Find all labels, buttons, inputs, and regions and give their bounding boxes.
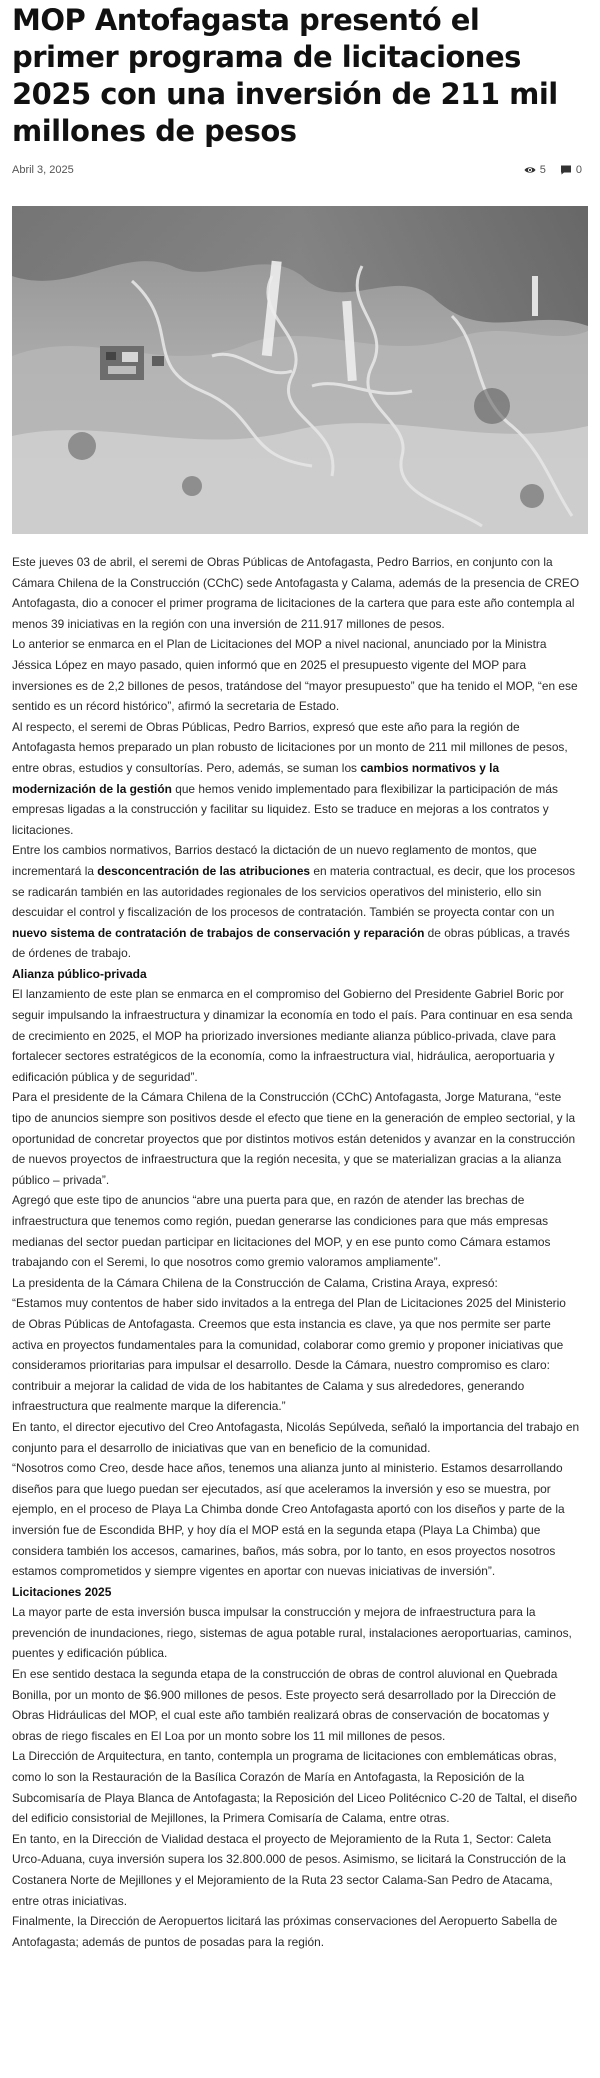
views-value: 5: [539, 164, 546, 176]
text-run: Entre los cambios normativos, Barrios destacó la dictación de un nuevo reglamento de montos, que incrementará la: [12, 843, 537, 878]
article-paragraph: [12, 717, 582, 841]
article-page: [0, 2, 600, 1952]
article-paragraph: Para el presidente de la Cámara Chilena de la Construcción (CChC) Antofagasta, Jorge Maturana, “este tipo de anuncios siempre son positivos desde el efecto que tiene en la generación de empleo sectorial, y la oportunidad de concretar proyectos que por distintos motivos están detenidos y avanzar en la construcción de nuevos proyectos de infraestructura que la región necesita, y que se materializan gracias a la alianza público – privada”.: [12, 1090, 576, 1187]
article-paragraph: “Estamos muy contentos de haber sido invitados a la entrega del Plan de Licitaciones 2025 del Ministerio de Obras Públicas de Antofagasta. Creemos que esta instancia es clave, ya que nos permite ser parte activa en proyectos fundamentales para la comunidad, colaborar como gremio y proponer iniciativas que consideramos prioritarias para impulsar el desarrollo. Desde la Cámara, nuestro compromiso es claro: contribuir a mejorar la calidad de vida de los habitantes de Calama y sus alrededores, generando infraestructura que realmente marque la diferencia.”: [12, 1296, 566, 1414]
bold-phrase: cambios normativos y la modernización de la gestión: [12, 760, 500, 796]
publish-date: Abril 3, 2025: [12, 164, 74, 176]
bold-phrase: nuevo sistema de contratación de trabajos de conservación y reparación: [12, 925, 425, 940]
text-run: que hemos venido implementado para flexibilizar la participación de más empresas ligadas a la construcción y facilitar su liquidez. Esto se traduce en mejoras a los contratos y licitaciones.: [12, 781, 558, 837]
section-heading: Licitaciones 2025: [12, 1584, 112, 1599]
article-title: MOP Antofagasta presentó el primer programa de licitaciones 2025 con una inversión de 211 mil millones de pesos: [12, 3, 558, 148]
comments-value: 0: [575, 164, 582, 176]
article-paragraph: Agregó que este tipo de anuncios “abre una puerta para que, en razón de atender las brechas de infraestructura que tenemos como región, puedan generarse las condiciones para que más empresas medianas del sector puedan participar en licitaciones del MOP, y en ese punto como Cámara estamos trabajando con el Seremi, lo que nosotros como gremio valoramos ampliamente”.: [12, 1193, 551, 1270]
article-paragraph: El lanzamiento de este plan se enmarca en el compromiso del Gobierno del Presidente Gabriel Boric por seguir impulsando la infraestructura y dinamizar la economía en todo el país. Para continuar en esa senda de crecimiento en 2025, el MOP ha priorizado inversiones mediante alianza público-privada, clave para fortalecer sectores estratégicos de la economía, como la infraestructura vial, hidráulica, aeroportuaria y edificación pública y de seguridad”.: [12, 987, 573, 1084]
article-paragraph: Lo anterior se enmarca en el Plan de Licitaciones del MOP a nivel nacional, anunciado por la Ministra Jéssica López en mayo pasado, quien informó que en 2025 el presupuesto vigente del MOP para inversiones es de 2,2 billones de pesos, tratándose del “mayor presupuesto” que ha tenido el MOP, “en ese sentido es un récord histórico”, afirmó la secretaria de Estado.: [12, 637, 578, 714]
article-paragraph: Este jueves 03 de abril, el seremi de Obras Públicas de Antofagasta, Pedro Barrios, en conjunto con la Cámara Chilena de la Construcción (CChC) sede Antofagasta y Calama, además de la presencia de CREO Antofagasta, dio a conocer el primer programa de licitaciones de la cartera que para este año contempla al menos 39 iniciativas en la región con una inversión de 211.917 millones de pesos.: [12, 555, 580, 631]
article-body: [12, 552, 588, 1952]
article-paragraph: En tanto, en la Dirección de Vialidad destaca el proyecto de Mejoramiento de la Ruta 1, Sector: Caleta Urco-Aduana, cuya inversión supera los 32.800.000 de pesos. Asimismo, se licitará la Construcción de la Costanera Norte de Mejillones y el Mejoramiento de la Ruta 23 sector Calama-San Pedro de Atacama, entre otras iniciativas.: [12, 1831, 566, 1908]
text-run: Al respecto, el seremi de Obras Públicas, Pedro Barrios, expresó que este año para la región de Antofagasta hemos preparado un plan robusto de licitaciones por un monto de 211 mil millones de pesos, entre obras, estudios y consultorías. Pero, además, se suman los: [12, 719, 568, 775]
article-paragraph: En ese sentido destaca la segunda etapa de la construcción de obras de control aluvional en Quebrada Bonilla, por un monto de $6.900 millones de pesos. Este proyecto será desarrollado por la Dirección de Obras Hidráulicas del MOP, el cual este año también realizará obras de conservación de bocatomas y obras de riego fiscales en El Loa por un monto sobre los 11 mil millones de pesos.: [12, 1667, 558, 1743]
article-stats: [524, 164, 588, 176]
article-paragraph: En tanto, el director ejecutivo del Creo Antofagasta, Nicolás Sepúlveda, señaló la importancia del trabajo en conjunto para el desarrollo de iniciativas que van en beneficio de la comunidad.: [12, 1419, 580, 1455]
article-hero-image: [12, 206, 588, 534]
text-run: en materia contractual, es decir, que los procesos se radicarán también en las autoridades regionales de los servicios operativos del ministerio, ello sin descuidar el control y fiscalización de los procesos de contratación. También se proyecta contar con un: [12, 863, 576, 920]
comment-icon: [560, 164, 572, 176]
article-paragraph: La presidenta de la Cámara Chilena de la Construcción de Calama, Cristina Araya, expresó:: [12, 1275, 498, 1290]
article-paragraph: La Dirección de Arquitectura, en tanto, contempla un programa de licitaciones con emblemáticas obras, como lo son la Restauración de la Basílica Corazón de María en Antofagasta, la Reposición de la Subcomisaría de Playa Blanca de Antofagasta; la Reposición del Liceo Politécnico C-20 de Taltal, el diseño del edificio consistorial de Mejillones, la Primera Comisaría de Calama, entre otras.: [12, 1749, 577, 1826]
article-paragraph: “Nosotros como Creo, desde hace años, tenemos una alianza junto al ministerio. Estamos desarrollando diseños para que luego puedan ser ejecutados, así que aceleramos la inversión y eso se muestra, por ejemplo, en el proceso de Playa La Chimba donde Creo Antofagasta aportó con los diseños y parte de la inversión fue de Escondida BHP, y hoy día el MOP está en la segunda etapa (Playa La Chimba) que considera también los accesos, camarines, baños, más sobra, por lo tanto, en esos proyectos nosotros estamos comprometidos y siempre vigentes en aportar con nuevas iniciativas de inversión”.: [12, 1461, 565, 1579]
views-count: [524, 164, 546, 176]
article-paragraph: [12, 840, 582, 964]
eye-icon: [524, 164, 536, 176]
bold-phrase: desconcentración de las atribuciones: [97, 863, 311, 878]
article-paragraph: La mayor parte de esta inversión busca impulsar la construcción y mejora de infraestructura para la prevención de inundaciones, riego, sistemas de agua potable rural, instalaciones aeroportuarias, caminos, puentes y edificación pública.: [12, 1605, 572, 1661]
article-paragraph: Finalmente, la Dirección de Aeropuertos licitará las próximas conservaciones del Aeropuerto Sabella de Antofagasta; además de puntos de posadas para la región.: [12, 1914, 558, 1949]
section-heading: Alianza público-privada: [12, 966, 147, 981]
article-meta: [12, 164, 588, 176]
text-run: de obras públicas, a través de órdenes de trabajo.: [12, 925, 570, 961]
comments-count[interactable]: [560, 164, 582, 176]
